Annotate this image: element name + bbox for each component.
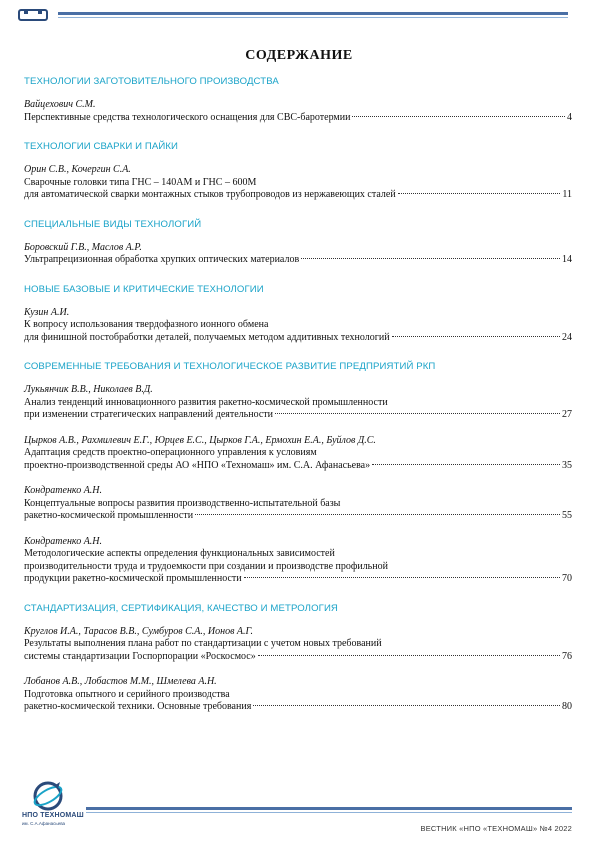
logo-name: НПО ТЕХНОМАШ	[22, 812, 84, 819]
toc-section	[24, 361, 572, 586]
toc-entry[interactable]	[24, 99, 572, 124]
entry-title-line: проектно-производственной среды АО «НПО «Техномаш» им. С.А. Афанасьева»	[24, 459, 371, 471]
entry-title-line: системы стандартизации Госпорпорации «Роскосмос»	[24, 650, 256, 662]
toc-entry[interactable]	[24, 307, 572, 345]
entry-title-line: Адаптация средств проектно-операционного управления к условиям	[24, 447, 317, 458]
dot-leader	[244, 577, 560, 578]
page-number: 4	[567, 111, 572, 123]
toc-entry[interactable]	[24, 242, 572, 267]
entry-title-line: Перспективные средства технологического оснащения для СВС-баротермии	[24, 111, 351, 123]
toc-section	[24, 76, 572, 124]
page-number: 27	[562, 409, 572, 420]
page-number: 11	[562, 189, 572, 200]
entry-last-line	[24, 112, 572, 125]
entry-authors: Орин С.В., Кочергин С.А.	[24, 164, 131, 175]
section-heading: СТАНДАРТИЗАЦИЯ, СЕРТИФИКАЦИЯ, КАЧЕСТВО И МЕТРОЛОГИЯ	[24, 602, 338, 614]
entry-authors: Кондратенко А.Н.	[24, 535, 103, 547]
entry-title-line: продукции ракетно-космической промышленности	[24, 573, 242, 584]
entry-authors: Боровский Г.В., Маслов А.Р.	[24, 241, 142, 253]
entry-title-line: для автоматической сварки монтажных стыков трубопроводов из нержавеющих сталей	[24, 189, 396, 200]
entry-title-line: Ультрапрецизионная обработка хрупких оптических материалов	[24, 254, 300, 265]
toc-entry[interactable]	[24, 164, 572, 202]
page-title: СОДЕРЖАНИЕ	[245, 48, 353, 63]
footer-journal-title: ВЕСТНИК «НПО «ТЕХНОМАШ» №4 2022	[420, 824, 572, 833]
entry-title-line: Анализ тенденций инновационного развития ракетно-космической промышленности	[24, 396, 388, 408]
footer-rule	[86, 807, 572, 810]
dot-leader	[398, 193, 561, 194]
dot-leader	[253, 705, 560, 706]
section-heading: НОВЫЕ БАЗОВЫЕ И КРИТИЧЕСКИЕ ТЕХНОЛОГИИ	[24, 283, 264, 295]
dot-leader	[258, 655, 560, 656]
entry-title-line: для финишной постобработки деталей, получаемых методом аддитивных технологий	[24, 331, 390, 343]
toc-entry[interactable]	[24, 536, 572, 586]
dot-leader	[195, 514, 560, 515]
section-heading: ТЕХНОЛОГИИ СВАРКИ И ПАЙКИ	[24, 141, 179, 152]
dot-leader	[275, 413, 560, 414]
entry-authors: Цырков А.В., Рахмилевич Е.Г., Юрцев Е.С., Цырков Г.А., Ермохин Е.А., Буйлов Д.С.	[24, 434, 376, 446]
dot-leader	[392, 336, 560, 337]
page-number: 80	[562, 701, 572, 712]
entry-title-line: Методологические аспекты определения функциональных зависимостей	[24, 548, 335, 559]
toc-section	[24, 603, 572, 714]
footer-rule-thin	[86, 812, 572, 813]
header-rule	[58, 12, 568, 15]
toc-entry[interactable]	[24, 676, 572, 714]
entry-last-line	[24, 573, 572, 586]
entry-last-line	[24, 409, 572, 422]
toc-entry[interactable]	[24, 626, 572, 664]
toc-entry[interactable]	[24, 485, 572, 523]
entry-authors: Кондратенко А.Н.	[24, 485, 103, 496]
entry-last-line	[24, 651, 572, 664]
toc-entry[interactable]	[24, 384, 572, 422]
entry-authors: Лукьянчик В.В., Николаев В.Д.	[24, 384, 153, 395]
header-emblem-icon	[18, 8, 48, 22]
toc-entry[interactable]	[24, 435, 572, 473]
page-number: 55	[562, 510, 572, 521]
entry-authors: Вайцехович С.М.	[24, 99, 96, 110]
toc-section	[24, 141, 572, 202]
entry-title-line: К вопросу использования твердофазного ионного обмена	[24, 319, 269, 330]
page-number: 70	[562, 573, 572, 584]
entry-title-line: ракетно-космической техники. Основные требования	[24, 701, 252, 712]
entry-last-line	[24, 510, 572, 523]
entry-title-line: Концептуальные вопросы развития производственно-испытательной базы	[24, 497, 341, 509]
entry-authors: Лобанов А.В., Лобастов М.М., Шмелева А.Н.	[24, 676, 217, 687]
entry-authors: Кузин А.И.	[24, 306, 70, 318]
logo-subtitle: им. С.А.Афанасьева	[22, 821, 66, 826]
toc-section	[24, 284, 572, 345]
page-number: 14	[562, 254, 572, 265]
entry-title-line: производительности труда и трудоемкости при создании и производстве профильной	[24, 560, 388, 572]
entry-authors: Круглов И.А., Тарасов В.В., Сумбуров С.А., Ионов А.Г.	[24, 625, 253, 637]
section-heading: ТЕХНОЛОГИИ ЗАГОТОВИТЕЛЬНОГО ПРОИЗВОДСТВА	[24, 76, 279, 87]
table-of-contents	[24, 76, 572, 714]
toc-section	[24, 219, 572, 267]
entry-title-line: Подготовка опытного и серийного производства	[24, 688, 230, 700]
entry-last-line	[24, 460, 572, 473]
logo-emblem-icon	[32, 780, 64, 812]
page-number: 76	[562, 650, 572, 662]
dot-leader	[301, 258, 560, 259]
entry-last-line	[24, 254, 572, 267]
entry-title-line: Результаты выполнения плана работ по стандартизации с учетом новых требований	[24, 638, 382, 649]
entry-last-line	[24, 701, 572, 714]
entry-title-line: ракетно-космической промышленности	[24, 510, 194, 521]
dot-leader	[352, 116, 565, 117]
page-number: 35	[562, 459, 572, 471]
header-rule-thin	[58, 17, 568, 18]
section-heading: СПЕЦИАЛЬНЫЕ ВИДЫ ТЕХНОЛОГИЙ	[24, 218, 202, 230]
entry-title-line: Сварочные головки типа ГНС – 140АМ и ГНС – 600М	[24, 176, 257, 188]
page-number: 24	[562, 331, 572, 343]
entry-last-line	[24, 189, 572, 202]
entry-last-line	[24, 332, 572, 345]
dot-leader	[372, 464, 560, 465]
section-heading: СОВРЕМЕННЫЕ ТРЕБОВАНИЯ И ТЕХНОЛОГИЧЕСКОЕ РАЗВИТИЕ ПРЕДПРИЯТИЙ РКП	[24, 361, 436, 372]
entry-title-line: при изменении стратегических направлений деятельности	[24, 409, 273, 420]
